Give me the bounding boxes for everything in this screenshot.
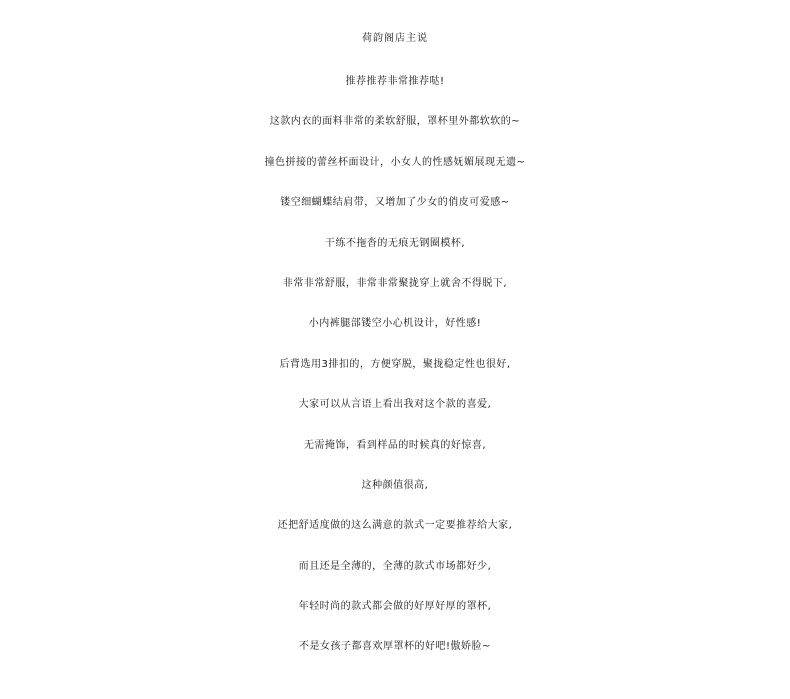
text-line: 干练不拖沓的无痕无钢圈模杯, [324, 237, 466, 249]
text-line: 这种颜值很高, [361, 479, 429, 491]
text-line: 还把舒适度做的这么满意的款式一定要推荐给大家, [277, 520, 513, 532]
text-line: 不是女孩子都喜欢厚罩杯的好吧!傲娇脸~ [299, 641, 491, 653]
text-lines [0, 62, 790, 668]
text-line: 小内裤腿部镂空小心机设计，好性感! [308, 318, 482, 330]
text-line: 撞色拼接的蕾丝杯面设计，小女人的性感妩媚展现无遗~ [264, 156, 526, 168]
text-line: 无需掩饰，看到样品的时候真的好惊喜, [303, 439, 487, 451]
text-line: 推荐推荐非常推荐哒! [345, 76, 445, 87]
text-line: 而且还是全薄的，全薄的款式市场都好少, [298, 560, 492, 572]
text-line: 镂空细蝴蝶结肩带，又增加了少女的俏皮可爱感~ [280, 197, 510, 209]
text-line: 大家可以从言语上看出我对这个款的喜爱, [298, 399, 492, 411]
document-title: 荷韵阁店主说 [362, 33, 428, 44]
text-line: 非常非常舒服，非常非常聚拢穿上就舍不得脱下, [282, 277, 508, 289]
text-line: 这款内衣的面料非常的柔软舒服，罩杯里外都软软的~ [269, 116, 521, 128]
text-line: 年轻时尚的款式都会做的好厚好厚的罩杯, [298, 601, 492, 613]
text-line: 后背选用3排扣的，方便穿脱，聚拢稳定性也很好, [279, 358, 511, 370]
